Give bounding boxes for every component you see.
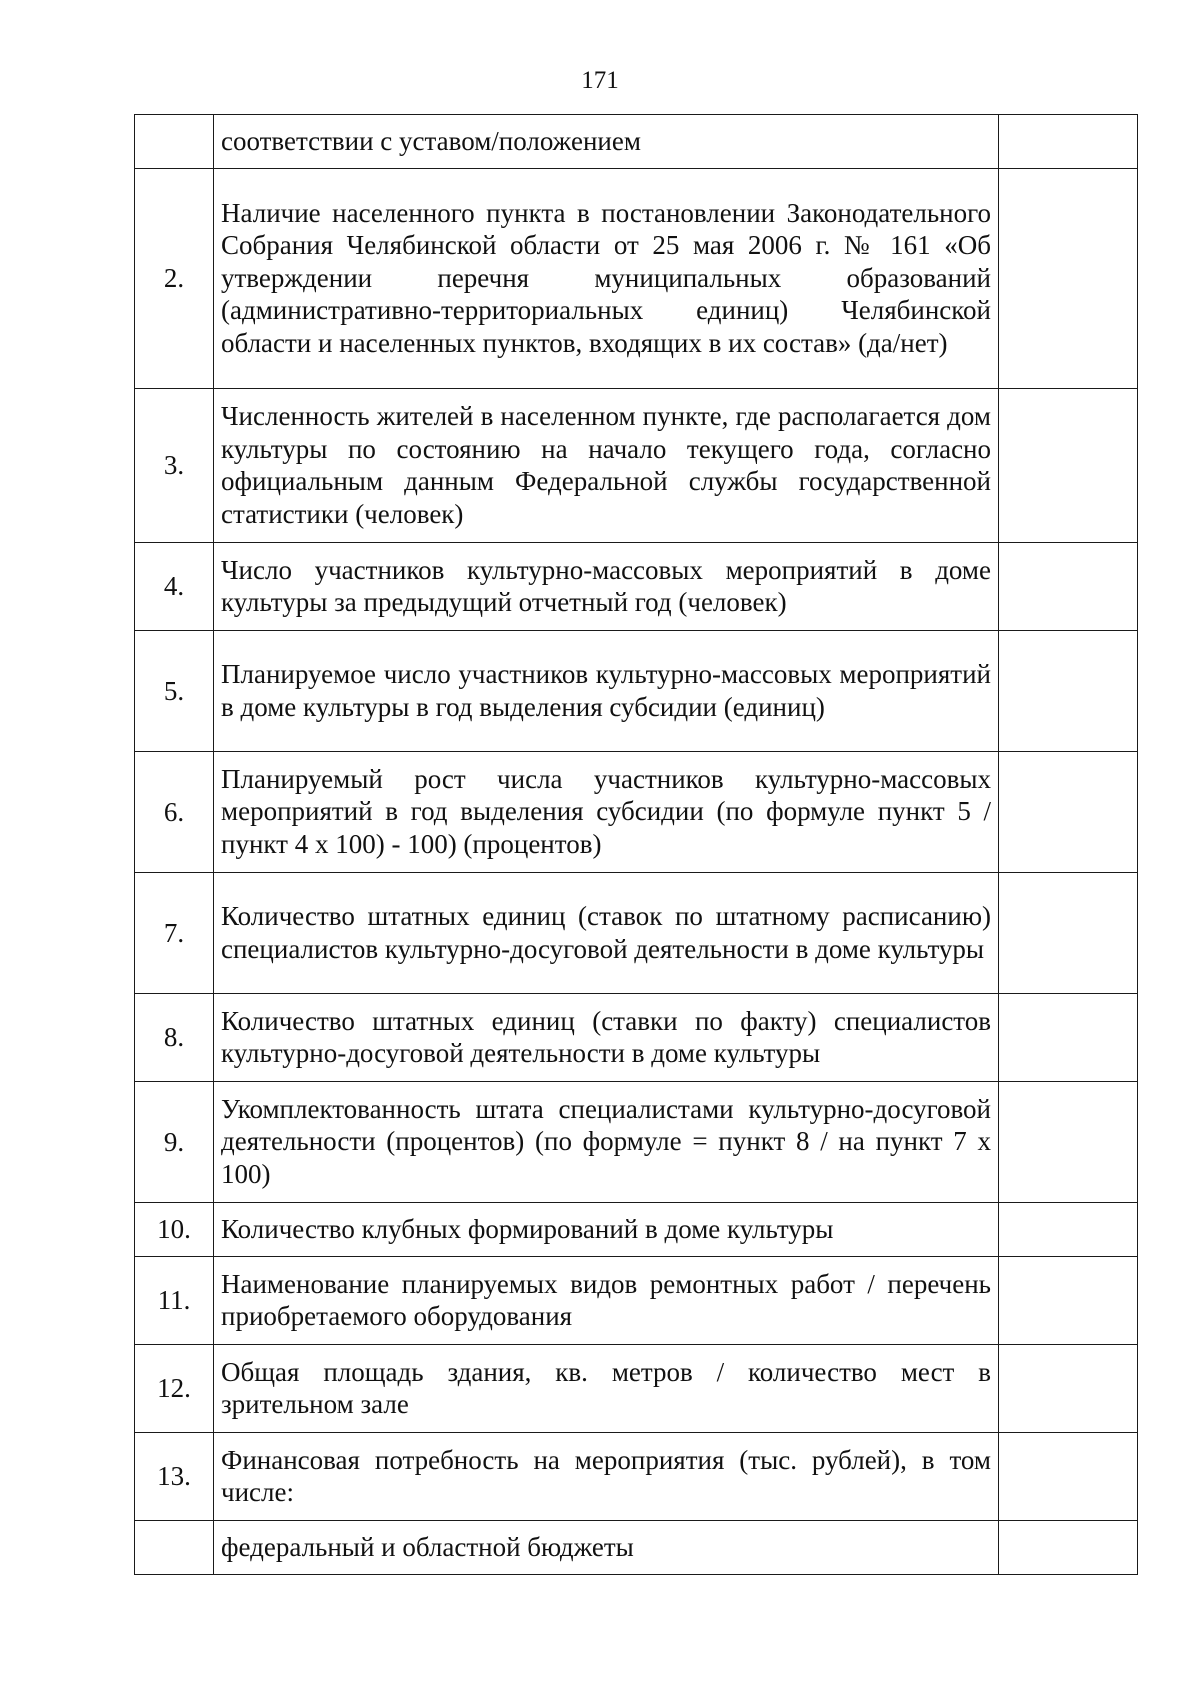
table-row — [135, 1433, 1138, 1521]
row-text: Планируемое число участников культурно-массовых мероприятий в доме культуры в год выделения субсидии (единиц) — [214, 631, 999, 752]
row-text: Количество штатных единиц (ставки по факту) специалистов культурно-досуговой деятельности в доме культуры — [214, 994, 999, 1082]
row-number: 9. — [135, 1082, 214, 1203]
row-number — [135, 115, 214, 169]
row-number: 3. — [135, 389, 214, 543]
row-value-cell — [999, 631, 1138, 752]
table-row — [135, 543, 1138, 631]
row-text: соответствии с уставом/положением — [214, 115, 999, 169]
page-number: 171 — [581, 67, 619, 94]
row-value-cell — [999, 873, 1138, 994]
row-number: 2. — [135, 169, 214, 389]
table-row — [135, 631, 1138, 752]
table-row — [135, 1345, 1138, 1433]
row-text: Количество штатных единиц (ставок по штатному расписанию) специалистов культурно-досуговой деятельности в доме культуры — [214, 873, 999, 994]
row-number: 5. — [135, 631, 214, 752]
row-text: Укомплектованность штата специалистами культурно-досуговой деятельности (процентов) (по формуле = пункт 8 / на пункт 7 x 100) — [214, 1082, 999, 1203]
row-text: Планируемый рост числа участников культурно-массовых мероприятий в год выделения субсидии (по формуле пункт 5 / пункт 4 x 100) - 100) (процентов) — [214, 752, 999, 873]
table-row — [135, 1082, 1138, 1203]
row-value-cell — [999, 1433, 1138, 1521]
table-row — [135, 752, 1138, 873]
table-row — [135, 115, 1138, 169]
row-value-cell — [999, 1521, 1138, 1575]
row-text: Численность жителей в населенном пункте, где располагается дом культуры по состоянию на начало текущего года, согласно официальным данным Федеральной службы государственной статистики (человек) — [214, 389, 999, 543]
row-text: Число участников культурно-массовых мероприятий в доме культуры за предыдущий отчетный год (человек) — [214, 543, 999, 631]
row-number — [135, 1521, 214, 1575]
row-number: 7. — [135, 873, 214, 994]
row-number: 12. — [135, 1345, 214, 1433]
row-value-cell — [999, 1345, 1138, 1433]
table-row — [135, 994, 1138, 1082]
table-row — [135, 873, 1138, 994]
table-row — [135, 169, 1138, 389]
row-value-cell — [999, 169, 1138, 389]
table-row — [135, 389, 1138, 543]
table-row — [135, 1203, 1138, 1257]
row-value-cell — [999, 543, 1138, 631]
row-text: Наименование планируемых видов ремонтных работ / перечень приобретаемого оборудования — [214, 1257, 999, 1345]
row-value-cell — [999, 1203, 1138, 1257]
criteria-table — [134, 114, 1138, 1575]
row-number: 6. — [135, 752, 214, 873]
row-value-cell — [999, 994, 1138, 1082]
row-text: федеральный и областной бюджеты — [214, 1521, 999, 1575]
row-value-cell — [999, 1082, 1138, 1203]
table-row — [135, 1521, 1138, 1575]
row-text: Общая площадь здания, кв. метров / количество мест в зрительном зале — [214, 1345, 999, 1433]
row-number: 8. — [135, 994, 214, 1082]
row-number: 10. — [135, 1203, 214, 1257]
row-value-cell — [999, 389, 1138, 543]
row-value-cell — [999, 115, 1138, 169]
row-value-cell — [999, 752, 1138, 873]
row-value-cell — [999, 1257, 1138, 1345]
row-text: Наличие населенного пункта в постановлении Законодательного Собрания Челябинской области от 25 мая 2006 г. № 161 «Об утверждении перечня муниципальных образований (административно-территориальных единиц) Челябинской области и населенных пунктов, входящих в их состав» (да/нет) — [214, 169, 999, 389]
row-number: 4. — [135, 543, 214, 631]
row-number: 13. — [135, 1433, 214, 1521]
row-number: 11. — [135, 1257, 214, 1345]
row-text: Финансовая потребность на мероприятия (тыс. рублей), в том числе: — [214, 1433, 999, 1521]
table-row — [135, 1257, 1138, 1345]
row-text: Количество клубных формирований в доме культуры — [214, 1203, 999, 1257]
